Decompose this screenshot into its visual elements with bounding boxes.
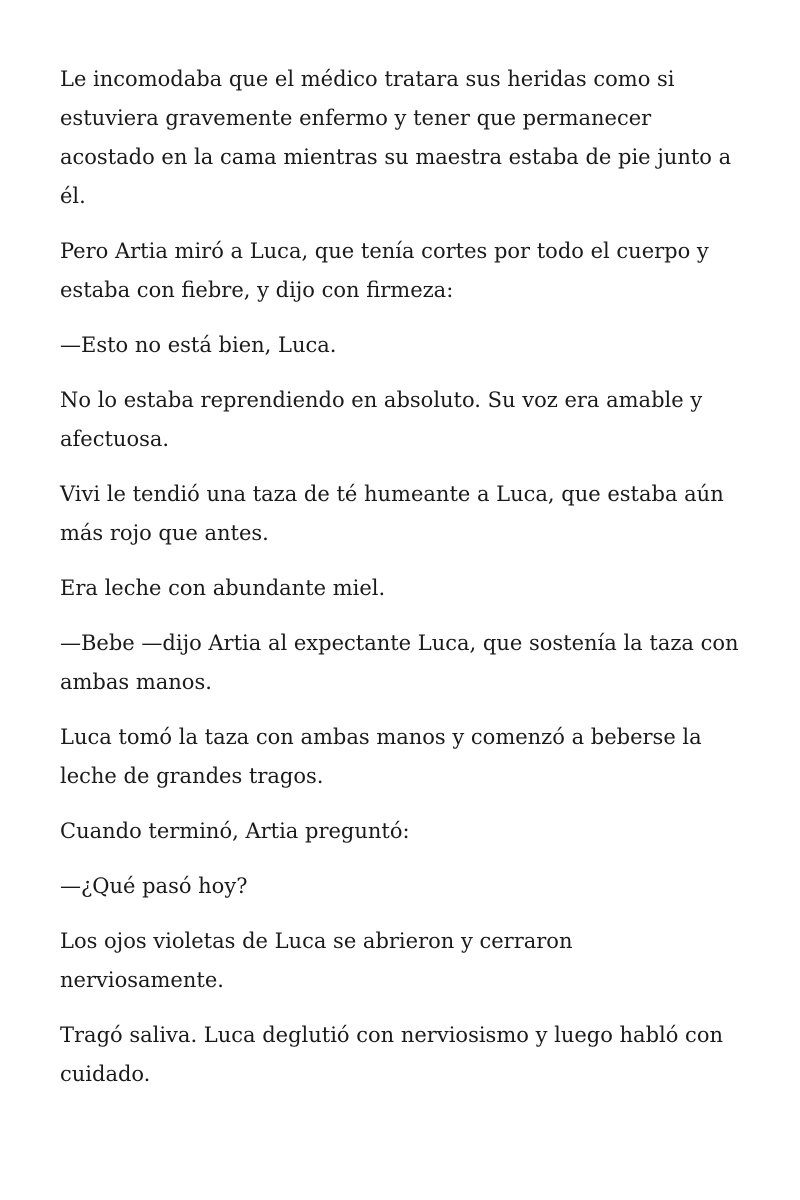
- paragraph: Vivi le tendió una taza de té humeante a Luca, que estaba aún más rojo que antes.: [60, 482, 724, 545]
- paragraph: Pero Artia miró a Luca, que tenía cortes por todo el cuerpo y estaba con fiebre, y dijo con firmeza:: [60, 239, 709, 302]
- paragraph: Le incomodaba que el médico tratara sus heridas como si estuviera gravemente enfermo y tener que permanecer acostado en la cama mientras su maestra estaba de pie junto a él.: [60, 67, 732, 208]
- paragraph: —Bebe —dijo Artia al expectante Luca, que sostenía la taza con ambas manos.: [60, 631, 739, 694]
- paragraph: Luca tomó la taza con ambas manos y comenzó a beberse la leche de grandes tragos.: [60, 725, 702, 788]
- paragraph: Los ojos violetas de Luca se abrieron y cerraron nerviosamente.: [60, 929, 573, 992]
- paragraph: Cuando terminó, Artia preguntó:: [60, 819, 410, 843]
- paragraph: —¿Qué pasó hoy?: [60, 874, 248, 898]
- paragraph: No lo estaba reprendiendo en absoluto. Su voz era amable y afectuosa.: [60, 388, 703, 451]
- paragraph: —Esto no está bien, Luca.: [60, 333, 337, 357]
- paragraph: Era leche con abundante miel.: [60, 576, 386, 600]
- paragraph: Tragó saliva. Luca deglutió con nerviosismo y luego habló con cuidado.: [60, 1023, 723, 1086]
